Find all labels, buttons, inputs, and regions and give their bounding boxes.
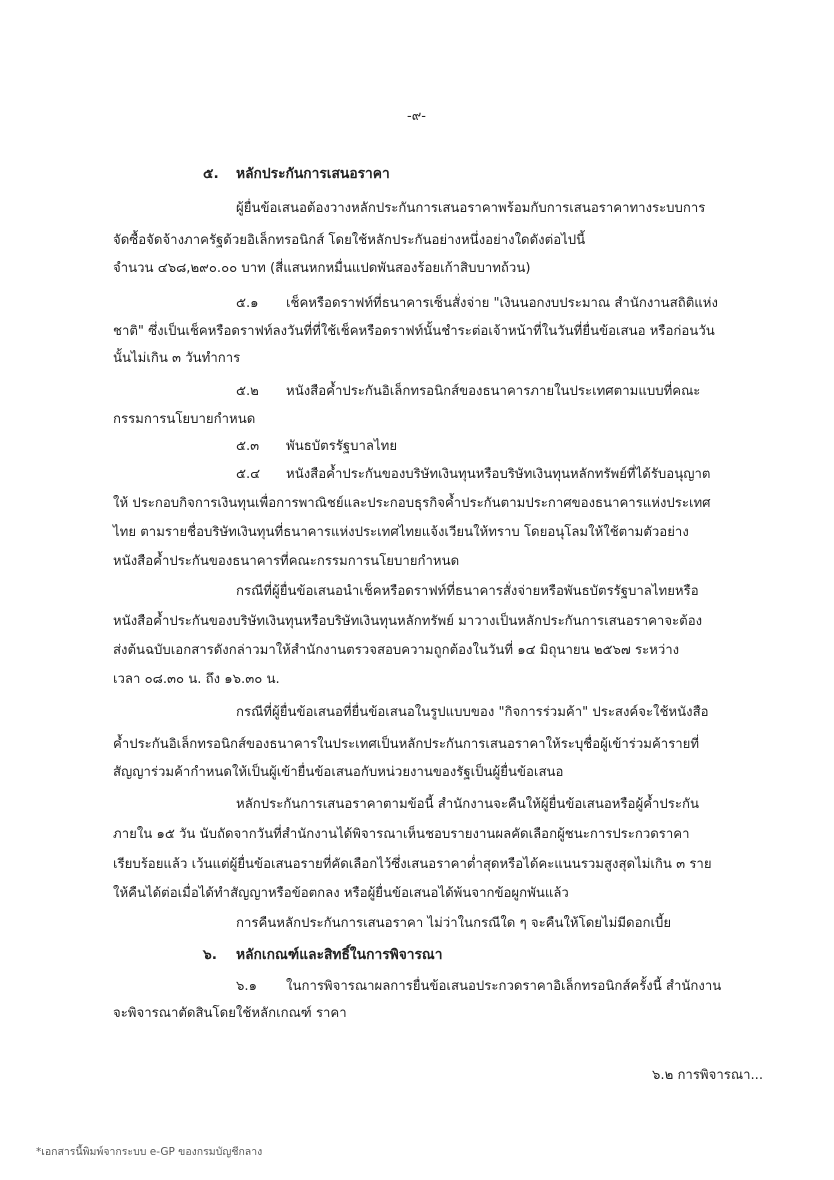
para-1-line-3: ส่งต้นฉบับเอกสารดังกล่าวมาให้สำนักงานตรวจสอบความถูกต้องในวันที่ ๑๔ มิถุนายน ๒๕๖๗ ระหว่าง xyxy=(113,643,680,658)
para-4-line-1: การคืนหลักประกันการเสนอราคา ไม่ว่าในกรณีใด ๆ จะคืนให้โดยไม่มีดอกเบี้ย xyxy=(236,916,672,931)
para-2-line-3: สัญญาร่วมค้ากำหนดให้เป็นผู้เข้ายื่นข้อเสนอกับหน่วยงานของรัฐเป็นผู้ยื่นข้อเสนอ xyxy=(113,765,564,780)
para-2-line-1: กรณีที่ผู้ยื่นข้อเสนอที่ยื่นข้อเสนอในรูปแบบของ "กิจการร่วมค้า" ประสงค์จะใช้หนังสือ xyxy=(236,705,709,720)
item-6-1-line-1: ในการพิจารณาผลการยื่นข้อเสนอประกวดราคาอิเล็กทรอนิกส์ครั้งนี้ สำนักงาน xyxy=(286,979,722,994)
section-5-title: หลักประกันการเสนอราคา xyxy=(236,166,390,182)
item-5-3-number: ๕.๓ xyxy=(236,439,260,454)
para-2-line-2: ค้ำประกันอิเล็กทรอนิกส์ของธนาคารในประเทศเป็นหลักประกันการเสนอราคาให้ระบุชื่อผู้เข้าร่วมค้ารายที่ xyxy=(113,737,700,752)
item-5-4-line-1: หนังสือค้ำประกันของบริษัทเงินทุนหรือบริษัทเงินทุนหลักทรัพย์ที่ได้รับอนุญาต xyxy=(286,467,711,482)
section-6-title: หลักเกณฑ์และสิทธิ์ในการพิจารณา xyxy=(236,947,443,963)
section-5-number: ๕. xyxy=(203,166,219,182)
para-1-line-4: เวลา ๐๘.๓๐ น. ถึง ๑๖.๓๐ น. xyxy=(113,672,280,687)
item-5-1-line-2: ชาติ" ซึ่งเป็นเช็คหรือดราฟท์ลงวันที่ที่ใช้เช็คหรือดราฟท์นั้นชำระต่อเจ้าหน้าที่ในวันที่ยื่นข้อเสนอ หรือก่อนวัน xyxy=(113,324,715,339)
item-6-1-number: ๖.๑ xyxy=(236,979,257,994)
item-5-1-line-1: เช็คหรือดราฟท์ที่ธนาคารเซ็นสั่งจ่าย "เงินนอกงบประมาณ สำนักงานสถิติแห่ง xyxy=(286,296,718,311)
item-6-1-line-2: จะพิจารณาตัดสินโดยใช้หลักเกณฑ์ ราคา xyxy=(113,1006,347,1021)
item-5-4-line-3: ไทย ตามรายชื่อบริษัทเงินทุนที่ธนาคารแห่งประเทศไทยแจ้งเวียนให้ทราบ โดยอนุโลมให้ใช้ตามตัวอย่าง xyxy=(113,525,689,540)
item-5-2-number: ๕.๒ xyxy=(236,384,259,399)
footer-note: *เอกสารนี้พิมพ์จากระบบ e-GP ของกรมบัญชีกลาง xyxy=(36,1146,263,1158)
item-5-2-line-1: หนังสือค้ำประกันอิเล็กทรอนิกส์ของธนาคารภายในประเทศตามแบบที่คณะ xyxy=(286,384,701,399)
para-3-line-4: ให้คืนได้ต่อเมื่อได้ทำสัญญาหรือข้อตกลง หรือผู้ยื่นข้อเสนอได้พ้นจากข้อผูกพันแล้ว xyxy=(113,886,569,901)
para-1-line-1: กรณีที่ผู้ยื่นข้อเสนอนำเช็คหรือดราฟท์ที่ธนาคารสั่งจ่ายหรือพันธบัตรรัฐบาลไทยหรือ xyxy=(236,584,699,599)
item-5-2-line-2: กรรมการนโยบายกำหนด xyxy=(113,412,256,427)
section-6-number: ๖. xyxy=(203,947,217,963)
para-3-line-3: เรียบร้อยแล้ว เว้นแต่ผู้ยื่นข้อเสนอรายที่คัดเลือกไว้ซึ่งเสนอราคาต่ำสุดหรือได้คะแนนรวมสูงสุดไม่เกิน ๓ ราย xyxy=(113,857,712,872)
section-5-line-1: ผู้ยื่นข้อเสนอต้องวางหลักประกันการเสนอราคาพร้อมกับการเสนอราคาทางระบบการ xyxy=(236,201,706,216)
page-number: -๙- xyxy=(407,109,426,124)
item-5-1-number: ๕.๑ xyxy=(236,296,259,311)
section-5-line-2: จัดซื้อจัดจ้างภาครัฐด้วยอิเล็กทรอนิกส์ โดยใช้หลักประกันอย่างหนึ่งอย่างใดดังต่อไปนี้ xyxy=(113,233,586,248)
para-3-line-2: ภายใน ๑๕ วัน นับถัดจากวันที่สำนักงานได้พิจารณาเห็นชอบรายงานผลคัดเลือกผู้ชนะการประกวดราคา xyxy=(113,827,690,842)
section-5-line-3: จำนวน ๔๖๘,๒๙๐.๐๐ บาท (สี่แสนหกหมื่นแปดพันสองร้อยเก้าสิบบาทถ้วน) xyxy=(113,261,531,276)
para-3-line-1: หลักประกันการเสนอราคาตามข้อนี้ สำนักงานจะคืนให้ผู้ยื่นข้อเสนอหรือผู้ค้ำประกัน xyxy=(236,797,699,812)
item-5-4-line-4: หนังสือค้ำประกันของธนาคารที่คณะกรรมการนโยบายกำหนด xyxy=(113,554,460,569)
para-1-line-2: หนังสือค้ำประกันของบริษัทเงินทุนหรือบริษัทเงินทุนหลักทรัพย์ มาวางเป็นหลักประกันการเสนอราคาจะต้อง xyxy=(113,614,703,629)
item-5-4-line-2: ให้ ประกอบกิจการเงินทุนเพื่อการพาณิชย์และประกอบธุรกิจค้ำประกันตามประกาศของธนาคารแห่งประเทศ xyxy=(113,496,711,511)
item-5-4-number: ๕.๔ xyxy=(236,467,261,482)
item-5-1-line-3: นั้นไม่เกิน ๓ วันทำการ xyxy=(113,351,241,366)
item-5-3-line-1: พันธบัตรรัฐบาลไทย xyxy=(286,439,398,454)
continuation-text: ๖.๒ การพิจารณา... xyxy=(652,1068,764,1083)
